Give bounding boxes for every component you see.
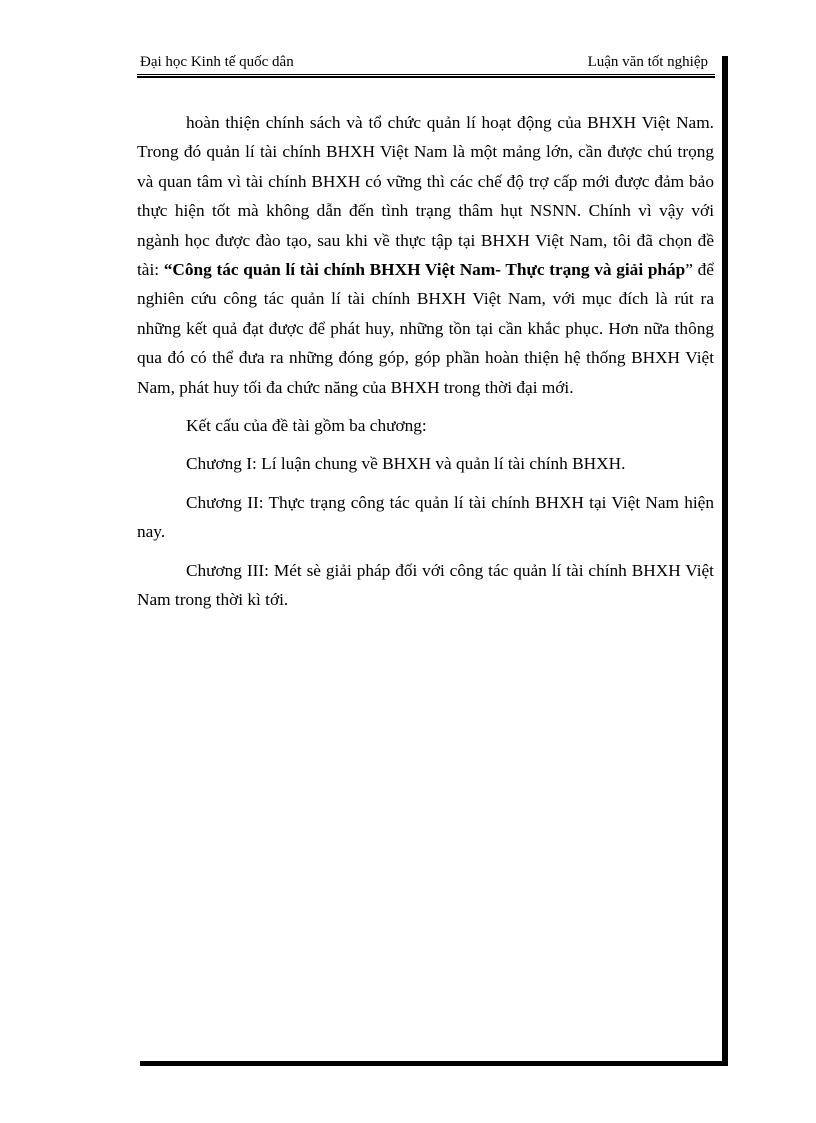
header-thesis-label: Luận văn tốt nghiệp bbox=[587, 54, 708, 70]
paragraph-structure: Kết cấu của đề tài gồm ba chương: bbox=[186, 416, 427, 436]
page-header bbox=[136, 49, 716, 71]
header-university: Đại học Kinh tế quốc dân bbox=[140, 54, 294, 70]
thesis-title: “Công tác quản lí tài chính BHXH Việt Nam- Thực trạng và giải pháp bbox=[163, 260, 686, 280]
header-rule bbox=[137, 74, 715, 78]
paragraph-chapter-3: Chương III: Mét sè giải pháp đối với công tác quản lí tài chính BHXH Việt Nam trong thời kì tới. bbox=[137, 560, 714, 610]
paragraph-intro bbox=[137, 108, 714, 402]
paragraph-intro-text-b: ” để nghiên cứu công tác quản lí tài chính BHXH Việt Nam, với mục đích là rút ra những kết quả đạt được để phát huy, những tồn tại cần khắc phục. Hơn nữa thông qua đó có thể đưa ra những đóng góp, góp phần hoàn thiện hệ thống BHXH Việt Nam, phát huy tối đa chức năng của BHXH trong thời đại mới. bbox=[137, 260, 714, 397]
document-body bbox=[137, 108, 714, 615]
paragraph-chapter-2: Chương II: Thực trạng công tác quản lí tài chính BHXH tại Việt Nam hiện nay. bbox=[137, 492, 714, 542]
page-border-shadow-right bbox=[722, 56, 728, 1066]
paragraph-intro-text-a: hoàn thiện chính sách và tổ chức quản lí hoạt động của BHXH Việt Nam. Trong đó quản lí tài chính BHXH Việt Nam là một mảng lớn, cần được chú trọng và quan tâm vì tài chính BHXH có vững thì các chế độ trợ cấp mới được đảm bảo thực hiện tốt mà không dẫn đến tình trạng thâm hụt NSNN. Chính vì vậy với ngành học được đào tạo, sau khi về thực tập tại BHXH Việt Nam, tôi đã chọn đề tài: bbox=[137, 113, 714, 280]
paragraph-chapter-1: Chương I: Lí luận chung về BHXH và quản lí tài chính BHXH. bbox=[186, 454, 626, 474]
page-border-shadow-bottom bbox=[140, 1061, 728, 1066]
